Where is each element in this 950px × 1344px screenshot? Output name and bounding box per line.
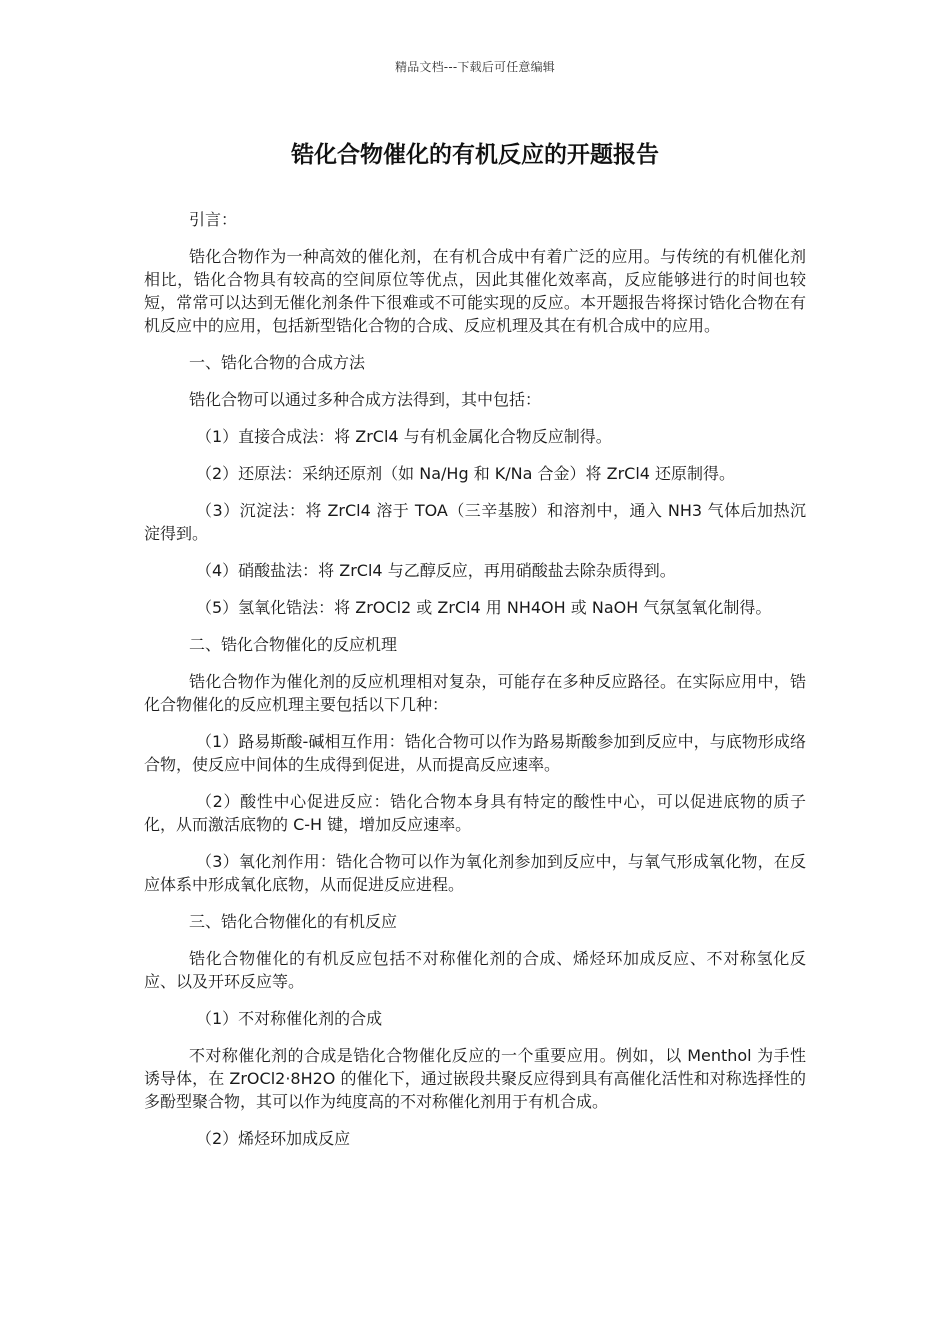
synthesis-method-2: （2）还原法：采纳还原剂（如 Na/Hg 和 K/Na 合金）将 ZrCl4 还原制得。 [196,464,736,483]
synthesis-method-5: （5）氢氧化锆法：将 ZrOCl2 或 ZrCl4 用 NH4OH 或 NaOH 气氛氢氧化制得。 [196,598,772,617]
reaction-subheading-2: （2）烯烃环加成反应 [196,1129,351,1148]
document-title: 锆化合物催化的有机反应的开题报告 [291,142,659,168]
synthesis-method-4: （4）硝酸盐法：将 ZrCl4 与乙醇反应，再用硝酸盐去除杂质得到。 [196,561,676,580]
page-header-watermark: 精品文档---下载后可任意编辑 [395,60,555,74]
mechanism-item-2: （2）酸性中心促进反应：锆化合物本身具有特定的酸性中心，可以促进底物的质子化，从而激活底物的 C-H 键，增加反应速率。 [144,792,806,834]
intro-paragraph: 锆化合物作为一种高效的催化剂，在有机合成中有着广泛的应用。与传统的有机催化剂相比，锆化合物具有较高的空间原位等优点，因此其催化效率高，反应能够进行的时间也较短，常常可以达到无催化剂条件下很难或不可能实现的反应。本开题报告将探讨锆化合物在有机反应中的应用，包括新型锆化合物的合成、反应机理及其在有机合成中的应用。 [144,247,806,335]
section-heading-synthesis: 一、锆化合物的合成方法 [189,353,366,372]
synthesis-method-1: （1）直接合成法：将 ZrCl4 与有机金属化合物反应制得。 [196,427,612,446]
reactions-intro-paragraph: 锆化合物催化的有机反应包括不对称催化剂的合成、烯烃环加成反应、不对称氢化反应、以及开环反应等。 [144,949,806,991]
reaction-paragraph-1: 不对称催化剂的合成是锆化合物催化反应的一个重要应用。例如，以 Menthol 为手性诱导体，在 ZrOCl2·8H2O 的催化下，通过嵌段共聚反应得到具有高催化活性和对称选择性的多酚型聚合物，其可以作为纯度高的不对称催化剂用于有机合成。 [144,1046,806,1111]
section-heading-mechanism: 二、锆化合物催化的反应机理 [189,635,398,654]
reaction-subheading-1: （1）不对称催化剂的合成 [196,1009,383,1028]
mechanism-intro-paragraph: 锆化合物作为催化剂的反应机理相对复杂，可能存在多种反应路径。在实际应用中，锆化合物催化的反应机理主要包括以下几种： [144,672,806,714]
mechanism-item-3: （3）氧化剂作用：锆化合物可以作为氧化剂参加到反应中，与氧气形成氧化物，在反应体系中形成氧化底物，从而促进反应进程。 [144,852,806,894]
synthesis-intro-paragraph: 锆化合物可以通过多种合成方法得到，其中包括： [189,390,542,409]
document-body [144,208,806,1164]
section-heading-reactions: 三、锆化合物催化的有机反应 [189,912,398,931]
synthesis-method-3: （3）沉淀法：将 ZrCl4 溶于 TOA（三辛基胺）和溶剂中，通入 NH3 气体后加热沉淀得到。 [144,501,806,543]
intro-label: 引言： [189,210,238,229]
mechanism-item-1: （1）路易斯酸-碱相互作用：锆化合物可以作为路易斯酸参加到反应中，与底物形成络合物，使反应中间体的生成得到促进，从而提高反应速率。 [144,732,806,774]
